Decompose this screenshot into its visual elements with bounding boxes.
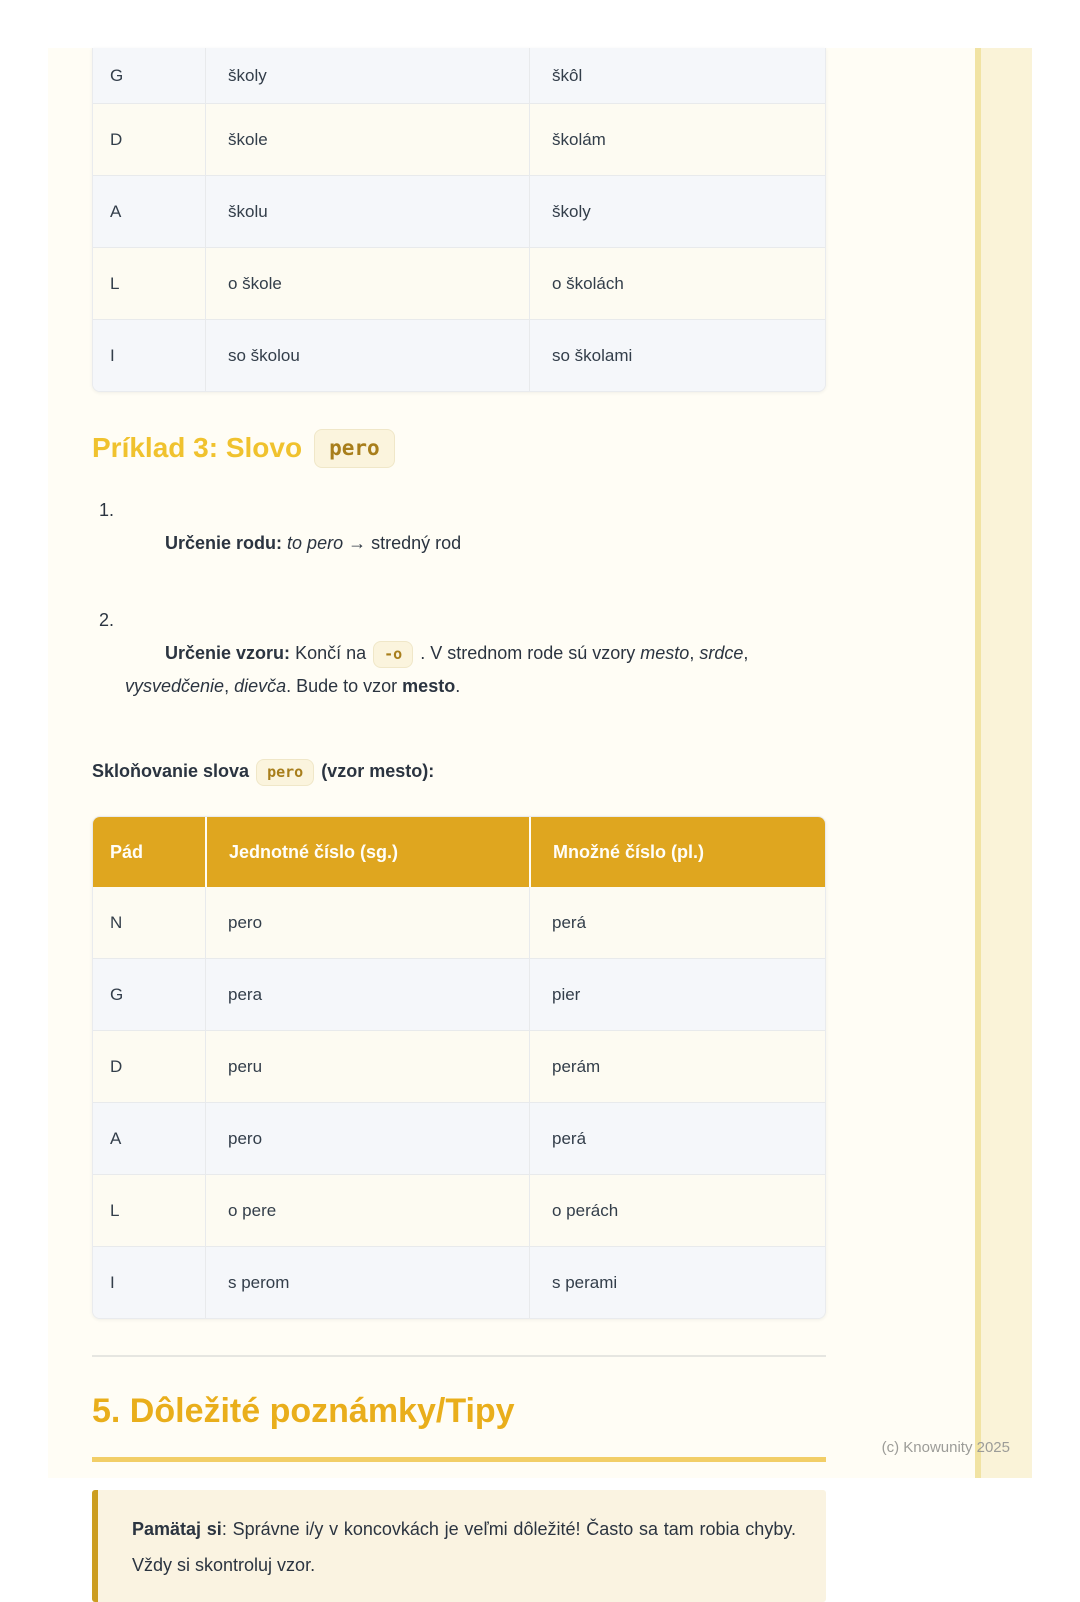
page-edge-panel — [981, 48, 1032, 1478]
plural-cell: s perami — [529, 1246, 825, 1318]
case-cell: D — [93, 103, 205, 175]
case-cell: G — [93, 48, 205, 103]
header-singular: Jednotné číslo (sg.) — [205, 817, 529, 887]
case-cell: I — [93, 1246, 205, 1318]
case-cell: I — [93, 319, 205, 391]
plural-cell: perám — [529, 1030, 825, 1102]
table-header-row — [93, 817, 825, 887]
step-italic-text: to pero — [282, 533, 349, 553]
table-row — [93, 319, 825, 391]
pattern-word-bold: mesto — [402, 676, 456, 696]
inline-code-o: -o — [373, 641, 413, 668]
singular-cell: školy — [205, 48, 529, 103]
list-item — [92, 604, 782, 736]
table-row — [93, 1174, 825, 1246]
declension-intro — [92, 756, 826, 786]
plural-cell: pier — [529, 958, 825, 1030]
skola-declension-table — [92, 48, 826, 392]
singular-cell: školu — [205, 175, 529, 247]
table-row — [93, 1246, 825, 1318]
plural-cell: so školami — [529, 319, 825, 391]
pattern-word: srdce — [699, 643, 744, 663]
list-number: 2. — [99, 610, 115, 630]
case-cell: A — [93, 1102, 205, 1174]
step-text: → stredný rod — [348, 533, 462, 553]
tip-callout-body: : Správne i/y v koncovkách je veľmi dôležité! Často sa tam robia chyby. Vždy si skontroluj vzor. — [132, 1519, 802, 1575]
list-item — [92, 494, 782, 593]
case-cell: L — [93, 247, 205, 319]
step-text: . Bude to vzor — [286, 676, 403, 696]
section5-heading: 5. Dôležité poznámky/Tipy — [92, 1392, 515, 1430]
singular-cell: škole — [205, 103, 529, 175]
pattern-word: dievča — [234, 676, 287, 696]
case-cell: A — [93, 175, 205, 247]
plural-cell: školy — [529, 175, 825, 247]
example3-steps — [92, 494, 782, 736]
step-text: , — [743, 643, 754, 663]
table-row — [93, 175, 825, 247]
inline-code-pero: pero — [314, 429, 395, 468]
list-number: 1. — [99, 500, 115, 520]
singular-cell: s perom — [205, 1246, 529, 1318]
page-content — [92, 48, 826, 1602]
singular-cell: peru — [205, 1030, 529, 1102]
plural-cell: perá — [529, 887, 825, 958]
case-cell: N — [93, 887, 205, 958]
step-label: Určenie vzoru: — [165, 643, 291, 663]
section-divider — [92, 1355, 826, 1357]
example3-heading-text: Príklad 3: Slovo — [92, 432, 303, 463]
tip-callout-text — [132, 1511, 802, 1583]
tip-callout — [92, 1490, 826, 1602]
case-cell: L — [93, 1174, 205, 1246]
case-cell: D — [93, 1030, 205, 1102]
singular-cell: pero — [205, 1102, 529, 1174]
header-case: Pád — [93, 817, 205, 887]
plural-cell: o perách — [529, 1174, 825, 1246]
singular-cell: o škole — [205, 247, 529, 319]
plural-cell: škôl — [529, 48, 825, 103]
plural-cell: o školách — [529, 247, 825, 319]
singular-cell: pera — [205, 958, 529, 1030]
table-row — [93, 247, 825, 319]
case-cell: G — [93, 958, 205, 1030]
step-text: . — [455, 676, 461, 696]
singular-cell: so školou — [205, 319, 529, 391]
section5-heading-underline — [92, 1457, 826, 1462]
declension-intro-text: (vzor mesto): — [321, 761, 435, 781]
example3-heading — [92, 428, 826, 468]
tip-callout-label: Pamätaj si — [132, 1519, 222, 1539]
declension-intro-text: Skloňovanie slova — [92, 761, 250, 781]
step-text: . V strednom rode sú vzory — [420, 643, 641, 663]
singular-cell: pero — [205, 887, 529, 958]
step-text: , — [689, 643, 700, 663]
plural-cell: perá — [529, 1102, 825, 1174]
pero-declension-table — [92, 816, 826, 1319]
pattern-word: vysvedčenie — [125, 676, 225, 696]
document-page — [48, 48, 1032, 1575]
step-label: Určenie rodu: — [165, 533, 283, 553]
pattern-word: mesto — [640, 643, 690, 663]
copyright-watermark: (c) Knowunity 2025 — [881, 1439, 1010, 1456]
header-plural: Množné číslo (pl.) — [529, 817, 825, 887]
table-row — [93, 1030, 825, 1102]
table-row — [93, 48, 825, 103]
table-row — [93, 887, 825, 958]
table-row — [93, 103, 825, 175]
table-row — [93, 1102, 825, 1174]
step-text: Končí na — [290, 643, 367, 663]
inline-code-pero: pero — [256, 759, 314, 786]
step-text: , — [224, 676, 235, 696]
singular-cell: o pere — [205, 1174, 529, 1246]
table-row — [93, 958, 825, 1030]
plural-cell: školám — [529, 103, 825, 175]
